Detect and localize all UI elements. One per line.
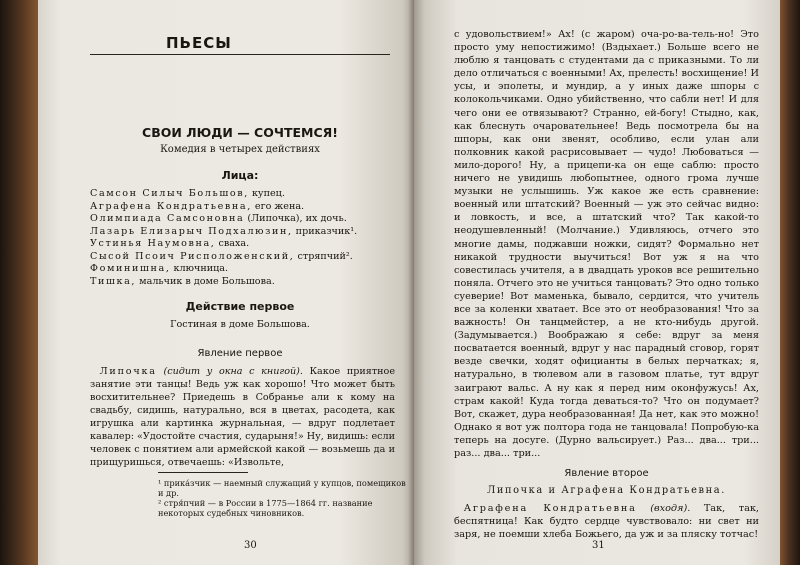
scene-heading-2: Явление второе xyxy=(564,468,649,480)
cast-list xyxy=(90,188,396,288)
cast-item: Фоминишна, ключница. xyxy=(90,263,229,274)
running-head-rule xyxy=(90,54,390,55)
stage-direction: (входя). xyxy=(650,503,691,515)
page-number-right: 31 xyxy=(592,540,605,551)
play-title: СВОИ ЛЮДИ — СОЧТЕМСЯ! xyxy=(142,125,338,140)
footnote: ¹ прика́зчик — наемный служащий у купцов, помещиков и др. xyxy=(158,478,406,498)
running-head: ПЬЕСЫ xyxy=(166,34,232,52)
cast-item: Аграфена Кондратьевна, его жена. xyxy=(90,200,305,212)
dialogue-text: Так, так, беспятница! Как будто сердце чувствовало: ни свет ни заря, не поемши хлеба Божьего, да уж и за пляску тотчас! xyxy=(454,503,759,541)
right-page xyxy=(414,0,780,565)
book-cover-left-edge xyxy=(0,0,40,565)
page-number-left: 30 xyxy=(244,540,257,551)
stage-direction: (сидит у окна с книгой). xyxy=(163,366,303,377)
cast-item: Олимпиада Самсоновна (Липочка), их дочь. xyxy=(90,213,347,224)
cast-item: Лазарь Елизарыч Подхалюзин, приказчик¹. xyxy=(90,225,358,237)
act-heading: Действие первое xyxy=(185,300,295,313)
monologue-paragraph xyxy=(90,365,395,469)
monologue-text: Какое приятное занятие эти танцы! Ведь уж как хорошо! Что может быть восхитительнее? Приедешь в Собранье али к кому на свадьбу, сидишь, натурально, вся в цветах, расодета, как игрушка али картинка журнальная, — вдруг подлетает кавалер: «Удостойте счастия, сударыня!» Ну, видишь: если человек с понятием али армейской какой — возьмешь да и прищуришься, отвечаешь: «Извольте, xyxy=(90,366,395,468)
cast-heading: Лица: xyxy=(221,169,259,182)
dialogue-paragraph xyxy=(454,502,759,541)
footnotes xyxy=(158,478,408,518)
scene-cast-line: Липочка и Аграфена Кондратьевна. xyxy=(487,485,726,497)
cast-item: Тишка, мальчик в доме Большова. xyxy=(90,275,275,287)
play-subtitle: Комедия в четырех действиях xyxy=(160,144,320,155)
scene-setting: Гостиная в доме Большова. xyxy=(170,319,310,330)
speaker-name: Аграфена Кондратьевна xyxy=(463,503,637,515)
book-cover-right-edge xyxy=(778,0,800,565)
scene-heading: Явление первое xyxy=(197,348,283,359)
cast-item: Устинья Наумовна, сваха. xyxy=(90,238,250,249)
monologue-continuation: с удовольствием!» Ах! (с жаром) оча-ро-ва-тель-но! Это просто уму непостижимо! (Вздыхает.) Больше всего не люблю я танцовать с студентами да с приказными. То ли дело отличаться с военными! Ах, прелесть! восхищение! И усы, и эполеты, и мундир, а у иных даже шпоры с колокольчиками. Одно убийственно, что сабли нет! И для чего они ее отвязывают? Странно, ей-богу! Стыдно, как, как блеснуть очаровательнее! Ведь посмотрела бы на шпоры, как они звенят, особливо, если улан али полковник какой расрисовывает — чудо! Любоваться — мило-дорого! Ну, а прицепи-ка он еще саблю: просто ничего не увидишь любопытнее, одного грома лучше музыки не услышишь. Уж какое же есть сравнение: военный или штатский? Военный — уж это сейчас видно: и ловкость, и все, а штатский что? Так какой-то неодушевленный! (Молчание.) Удивляюсь, отчего это многие дамы, поджавши ножки, сидят? Формально нет никакой трудности выучиться! Вот уж я на что совестилась учителя, а в двадцать уроков все решительно поняла. Отчего это не учиться танцовать? Это одно только суеверие! Вот маменька, бывало, сердится, что учитель все за коленки хватает. Все это от необразования! Что за важность! Он танцмейстер, а не кто-нибудь другой. (Задумывается.) Воображаю я себе: вдруг за меня посватается военный, вдруг у нас парадный сговор, горят везде свечки, ходят официанты в белых перчатках; я, натурально, в тюлевом али в газовом платье, тут вдруг заиграют вальс. А ну как я перед ним оконфужусь! Ах, страм какой! Куда тогда деваться-то? Что он подумает? Вот, скажет, дура необразованная! Да нет, как это можно! Однако я вот уж полтора года не танцовала! Попробую-ка теперь на досуге. (Дурно вальсирует.) Раз... два... три... раз... два... три... xyxy=(454,29,759,459)
cast-item: Сысой Псоич Рисположенский, стряпчий². xyxy=(90,250,353,262)
cast-item: Самсон Силыч Большов, купец. xyxy=(90,188,285,199)
footnote-rule xyxy=(158,472,248,473)
left-page xyxy=(38,0,414,565)
speaker-name: Липочка xyxy=(99,366,157,377)
footnote: ² стря́пчий — в России в 1775—1864 гг. название некоторых судебных чиновников. xyxy=(158,498,373,518)
